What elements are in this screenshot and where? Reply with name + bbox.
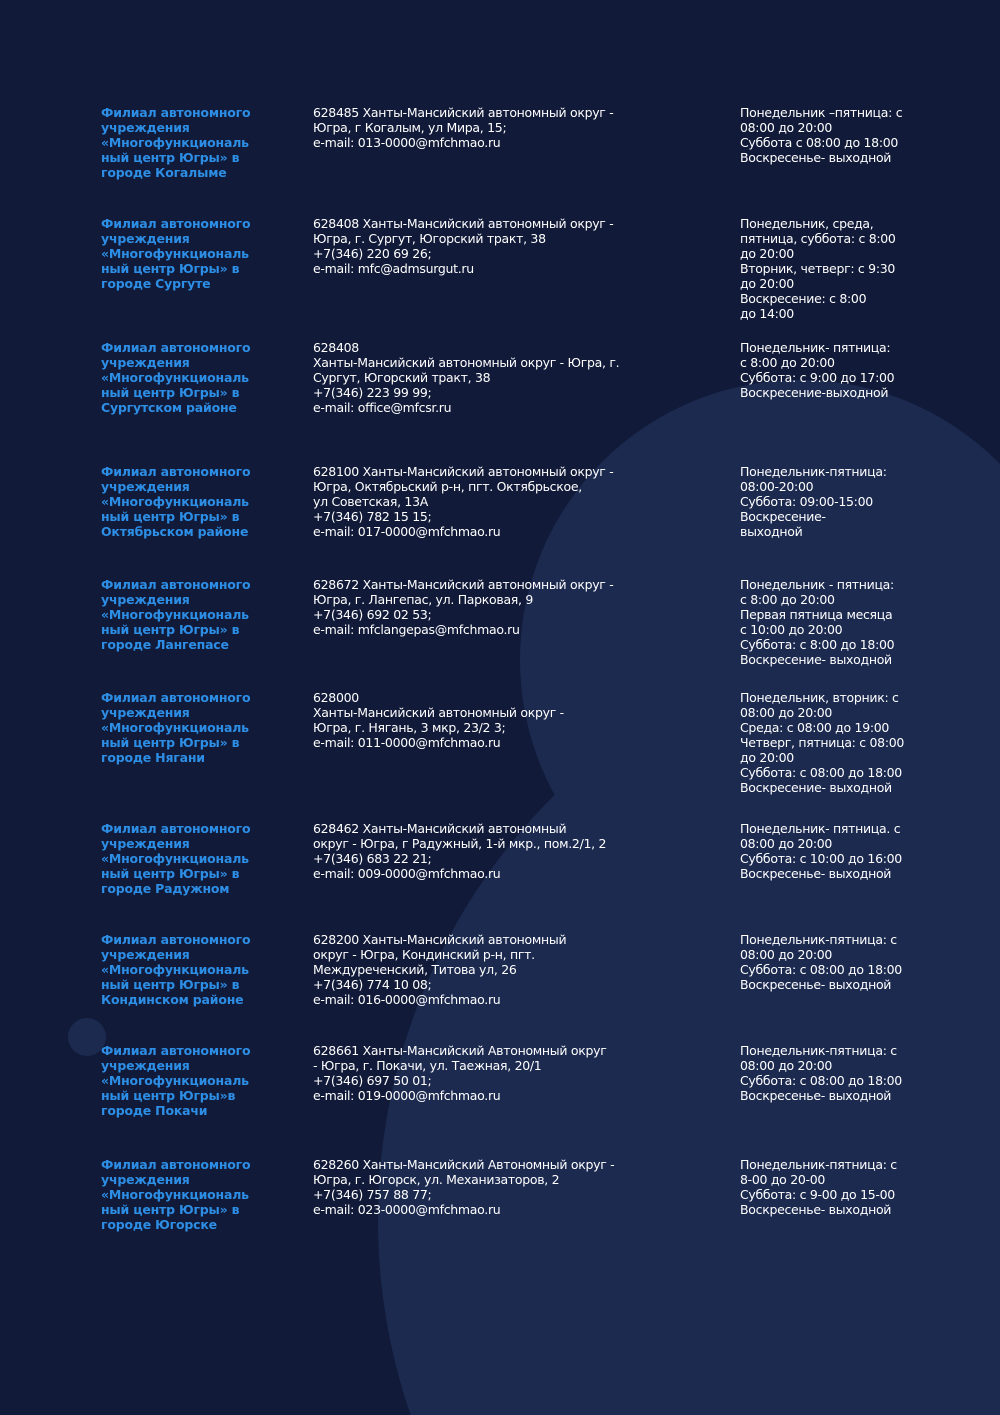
branch-address: 628672 Ханты-Мансийский автономный округ - Югра, г. Лангепас, ул. Парковая, 9 +7(346) 692 02 53; e-mail: mfclangepas@mfchmao.ru xyxy=(313,577,614,637)
branch-hours: Понедельник-пятница: с 08:00 до 20:00 Суббота: с 08:00 до 18:00 Воскресенье- выходной xyxy=(740,932,902,992)
branch-hours: Понедельник, вторник: с 08:00 до 20:00 Среда: с 08:00 до 19:00 Четверг, пятница: с 08:00 до 20:00 Суббота: с 08:00 до 18:00 Воскресение- выходной xyxy=(740,690,905,795)
branch-hours: Понедельник- пятница: с 8:00 до 20:00 Суббота: с 9:00 до 17:00 Воскресение-выходной xyxy=(740,340,895,400)
branch-name: Филиал автономного учреждения «Многофункциональ ный центр Югры» в Сургутском районе xyxy=(101,340,251,415)
branch-hours: Понедельник –пятница: с 08:00 до 20:00 Суббота с 08:00 до 18:00 Воскресенье- выходной xyxy=(740,105,903,165)
branch-name: Филиал автономного учреждения «Многофункциональ ный центр Югры» в городе Сургуте xyxy=(101,216,251,291)
branch-address: 628000 Ханты-Мансийский автономный округ - Югра, г. Нягань, 3 мкр, 23/2 3; e-mail: 011-0000@mfchmao.ru xyxy=(313,690,564,750)
branch-name: Филиал автономного учреждения «Многофункциональ ный центр Югры» в городе Нягани xyxy=(101,690,251,765)
branch-name: Филиал автономного учреждения «Многофункциональ ный центр Югры» в городе Когалыме xyxy=(101,105,251,180)
branch-name: Филиал автономного учреждения «Многофункциональ ный центр Югры» в городе Радужном xyxy=(101,821,251,896)
branch-hours: Понедельник, среда, пятница, суббота: с 8:00 до 20:00 Вторник, четверг: с 9:30 до 20:00 Воскресение: с 8:00 до 14:00 xyxy=(740,216,896,321)
branch-hours: Понедельник-пятница: с 8-00 до 20-00 Суббота: с 9-00 до 15-00 Воскресенье- выходной xyxy=(740,1157,897,1217)
branch-hours: Понедельник- пятница. с 08:00 до 20:00 Суббота: с 10:00 до 16:00 Воскресенье- выходной xyxy=(740,821,902,881)
branch-name: Филиал автономного учреждения «Многофункциональ ный центр Югры» в Кондинском районе xyxy=(101,932,251,1007)
branch-hours: Понедельник-пятница: 08:00-20:00 Суббота: 09:00-15:00 Воскресение- выходной xyxy=(740,464,887,539)
branch-address: 628661 Ханты-Мансийский Автономный округ - Югра, г. Покачи, ул. Таежная, 20/1 +7(346) 697 50 01; e-mail: 019-0000@mfchmao.ru xyxy=(313,1043,607,1103)
branch-address: 628100 Ханты-Мансийский автономный округ - Югра, Октябрьский р-н, пгт. Октябрьское, ул Советская, 13А +7(346) 782 15 15; e-mail: 017-0000@mfchmao.ru xyxy=(313,464,614,539)
branch-name: Филиал автономного учреждения «Многофункциональ ный центр Югры»в городе Покачи xyxy=(101,1043,251,1118)
branch-address: 628260 Ханты-Мансийский Автономный округ - Югра, г. Югорск, ул. Механизаторов, 2 +7(346) 757 88 77; e-mail: 023-0000@mfchmao.ru xyxy=(313,1157,615,1217)
branch-address: 628485 Ханты-Мансийский автономный округ - Югра, г Когалым, ул Мира, 15; e-mail: 013-0000@mfchmao.ru xyxy=(313,105,614,150)
branch-name: Филиал автономного учреждения «Многофункциональ ный центр Югры» в городе Лангепасе xyxy=(101,577,251,652)
branch-hours: Понедельник - пятница: с 8:00 до 20:00 Первая пятница месяца с 10:00 до 20:00 Суббота: с 8:00 до 18:00 Воскресение- выходной xyxy=(740,577,895,667)
branch-address: 628408 Ханты-Мансийский автономный округ - Югра, г. Сургут, Югорский тракт, 38 +7(346) 223 99 99; e-mail: office@mfcsr.ru xyxy=(313,340,620,415)
branch-name: Филиал автономного учреждения «Многофункциональ ный центр Югры» в городе Югорске xyxy=(101,1157,251,1232)
branch-address: 628200 Ханты-Мансийский автономный округ - Югра, Кондинский р-н, пгт. Междуреченский, Титова ул, 26 +7(346) 774 10 08; e-mail: 016-0000@mfchmao.ru xyxy=(313,932,567,1007)
branch-address: 628462 Ханты-Мансийский автономный округ - Югра, г Радужный, 1-й мкр., пом.2/1, 2 +7(346) 683 22 21; e-mail: 009-0000@mfchmao.ru xyxy=(313,821,607,881)
branch-address: 628408 Ханты-Мансийский автономный округ - Югра, г. Сургут, Югорский тракт, 38 +7(346) 220 69 26; e-mail: mfc@admsurgut.ru xyxy=(313,216,614,276)
branch-hours: Понедельник-пятница: с 08:00 до 20:00 Суббота: с 08:00 до 18:00 Воскресенье- выходной xyxy=(740,1043,902,1103)
branch-name: Филиал автономного учреждения «Многофункциональ ный центр Югры» в Октябрьском районе xyxy=(101,464,251,539)
